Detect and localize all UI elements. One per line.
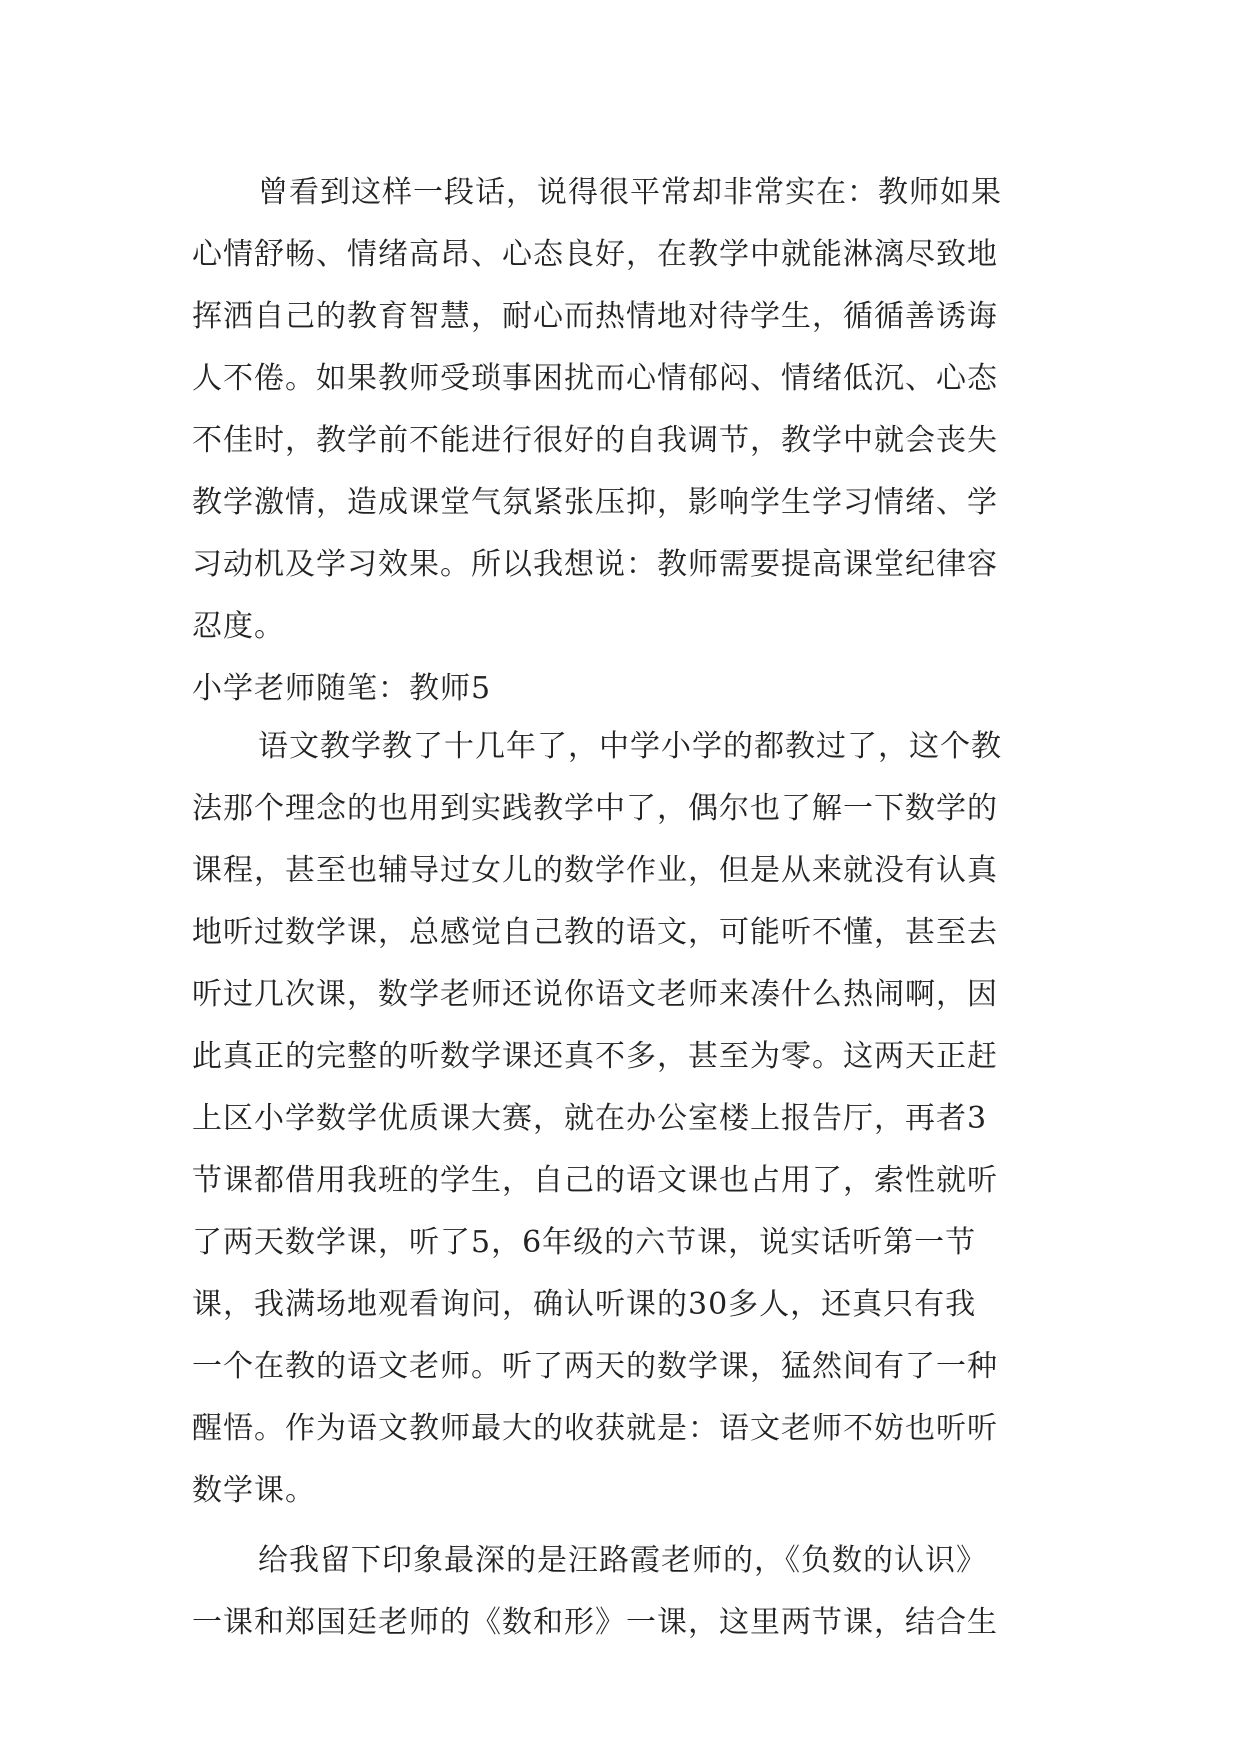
text-line: 课程，甚至也辅导过女儿的数学作业，但是从来就没有认真: [192, 853, 998, 888]
section-heading: 小学老师随笔：教师5: [192, 671, 492, 706]
text-line: 曾看到这样一段话，说得很平常却非常实在：教师如果: [258, 175, 1002, 210]
text-line: 习动机及学习效果。所以我想说：教师需要提高课堂纪律容: [192, 547, 998, 582]
text-line: 不佳时，教学前不能进行很好的自我调节，教学中就会丧失: [192, 423, 998, 458]
text-line: 此真正的完整的听数学课还真不多，甚至为零。这两天正赶: [192, 1039, 998, 1074]
text-line: 醒悟。作为语文教师最大的收获就是：语文老师不妨也听听: [192, 1411, 998, 1446]
text-line: 一个在教的语文老师。听了两天的数学课，猛然间有了一种: [192, 1349, 998, 1384]
paragraph-2: [192, 716, 1052, 1522]
paragraph-3: [192, 1530, 1052, 1654]
text-line: 上区小学数学优质课大赛，就在办公室楼上报告厅，再者3: [192, 1101, 988, 1136]
text-line: 心情舒畅、情绪高昂、心态良好，在教学中就能淋漓尽致地: [192, 237, 998, 272]
text-line: 挥洒自己的教育智慧，耐心而热情地对待学生，循循善诱诲: [192, 299, 998, 334]
text-line: 给我留下印象最深的是汪路霞老师的，《负数的认识》: [258, 1543, 987, 1578]
text-line: 了两天数学课，听了5，6年级的六节课，说实话听第一节: [192, 1225, 977, 1260]
text-line: 人不倦。如果教师受琐事困扰而心情郁闷、情绪低沉、心态: [192, 361, 998, 396]
text-line: 课，我满场地观看询问，确认听课的30多人，还真只有我: [192, 1287, 977, 1322]
text-line: 教学激情，造成课堂气氛紧张压抑，影响学生学习情绪、学: [192, 485, 998, 520]
document-page: [192, 162, 1052, 1654]
paragraph-1: [192, 162, 1052, 658]
text-line: 地听过数学课，总感觉自己教的语文，可能听不懂，甚至去: [192, 915, 998, 950]
text-line: 忍度。: [192, 609, 285, 644]
text-line: 数学课。: [192, 1473, 316, 1508]
text-line: 一课和郑国廷老师的《数和形》一课，这里两节课，结合生: [192, 1605, 998, 1640]
text-line: 听过几次课，数学老师还说你语文老师来凑什么热闹啊，因: [192, 977, 998, 1012]
text-line: 法那个理念的也用到实践教学中了，偶尔也了解一下数学的: [192, 791, 998, 826]
text-line: 节课都借用我班的学生，自己的语文课也占用了，索性就听: [192, 1163, 998, 1198]
text-line: 语文教学教了十几年了，中学小学的都教过了，这个教: [258, 729, 1002, 764]
